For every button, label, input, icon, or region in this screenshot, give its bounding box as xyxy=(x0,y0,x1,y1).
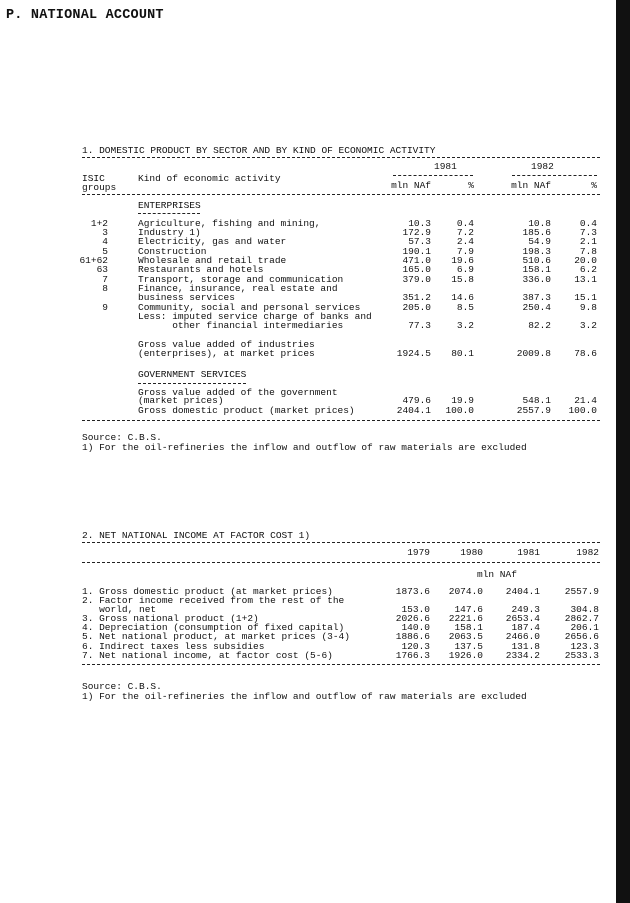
percent-1982: 2.1 xyxy=(579,236,597,247)
table2-value-1980: 2063.5 xyxy=(448,631,483,642)
activity-label: Wholesale and retail trade xyxy=(138,255,287,266)
percent-1982: 13.1 xyxy=(574,274,597,285)
activity-label: Restaurants and hotels xyxy=(138,264,264,275)
activity-label: Transport, storage and communication xyxy=(138,274,344,285)
value-1981: 165.0 xyxy=(402,264,431,275)
value-1981: 205.0 xyxy=(402,302,431,313)
table2-value-1980: 2074.0 xyxy=(448,586,483,597)
percent-1981: 3.2 xyxy=(456,320,474,331)
percent-1981: 2.4 xyxy=(456,236,474,247)
percent-1982: 6.2 xyxy=(579,264,597,275)
value-1981: 379.0 xyxy=(402,274,431,285)
table2-value-1982: 2656.6 xyxy=(564,631,599,642)
table2-row-label: 4. Depreciation (consumption of fixed capital) xyxy=(82,622,345,633)
percent-1982: 100.0 xyxy=(568,405,597,416)
percent-1982: 7.3 xyxy=(579,227,597,238)
percent-1981: 15.8 xyxy=(451,274,474,285)
section-government: GOVERNMENT SERVICES xyxy=(138,369,247,380)
table2-value-1982: 2557.9 xyxy=(564,586,599,597)
activity-label: other financial intermediaries xyxy=(138,320,344,331)
scan-page-edge xyxy=(616,0,630,903)
divider xyxy=(82,542,600,543)
table2-row-label: 2. Factor income received from the rest of the xyxy=(82,595,345,606)
table2-row-label: world, net xyxy=(82,604,157,615)
table2-year: 1982 xyxy=(576,547,599,558)
table2-title: 2. NET NATIONAL INCOME AT FACTOR COST 1) xyxy=(82,530,311,541)
table2-value-1982: 206.1 xyxy=(570,622,599,633)
activity-label: (enterprises), at market prices xyxy=(138,348,315,359)
activity-label: Finance, insurance, real estate and xyxy=(138,283,338,294)
percent-1981: 100.0 xyxy=(445,405,474,416)
divider xyxy=(138,383,246,384)
table2-value-1981: 2466.0 xyxy=(505,631,540,642)
section-enterprises: ENTERPRISES xyxy=(138,200,201,211)
table1-header-groups: groups xyxy=(82,182,117,193)
isic-code: 8 xyxy=(102,283,108,294)
value-1982: 54.9 xyxy=(528,236,551,247)
value-1981: 10.3 xyxy=(408,218,431,229)
activity-label: Agriculture, fishing and mining, xyxy=(138,218,321,229)
percent-1982: 20.0 xyxy=(574,255,597,266)
table2-year: 1979 xyxy=(407,547,430,558)
value-1982: 387.3 xyxy=(522,292,551,303)
table2-value-1981: 2334.2 xyxy=(505,650,540,661)
value-1982: 82.2 xyxy=(528,320,551,331)
percent-1981: 0.4 xyxy=(456,218,474,229)
value-1982: 185.6 xyxy=(522,227,551,238)
table1-header-pct-1982: % xyxy=(591,180,597,191)
table2-value-1981: 2404.1 xyxy=(505,586,540,597)
activity-label: Electricity, gas and water xyxy=(138,236,287,247)
divider xyxy=(82,157,600,158)
table2-value-1979: 140.0 xyxy=(401,622,430,633)
table2-value-1981: 2653.4 xyxy=(505,613,540,624)
table2-value-1981: 249.3 xyxy=(511,604,540,615)
activity-label: Construction xyxy=(138,246,207,257)
percent-1981: 6.9 xyxy=(456,264,474,275)
percent-1982: 78.6 xyxy=(574,348,597,359)
table2-row-label: 1. Gross domestic product (at market prices) xyxy=(82,586,333,597)
activity-label: Gross value added of the government xyxy=(138,387,338,398)
table2-value-1980: 2221.6 xyxy=(448,613,483,624)
table2-unit: mln NAf xyxy=(477,569,517,580)
value-1982: 336.0 xyxy=(522,274,551,285)
divider xyxy=(393,175,473,176)
page-title: P. NATIONAL ACCOUNT xyxy=(6,8,164,23)
isic-code: 4 xyxy=(102,236,108,247)
table1-source: Source: C.B.S. xyxy=(82,432,162,443)
isic-code: 9 xyxy=(102,302,108,313)
table2-row-label: 6. Indirect taxes less subsidies xyxy=(82,641,265,652)
value-1981: 190.1 xyxy=(402,246,431,257)
value-1982: 2557.9 xyxy=(516,405,551,416)
table2-row-label: 7. Net national income, at factor cost (5-6) xyxy=(82,650,333,661)
divider xyxy=(512,175,597,176)
value-1981: 57.3 xyxy=(408,236,431,247)
divider xyxy=(82,194,600,195)
table2-value-1979: 1873.6 xyxy=(395,586,430,597)
percent-1981: 19.6 xyxy=(451,255,474,266)
percent-1982: 9.8 xyxy=(579,302,597,313)
table2-year: 1981 xyxy=(517,547,540,558)
value-1982: 158.1 xyxy=(522,264,551,275)
value-1981: 2404.1 xyxy=(396,405,431,416)
percent-1982: 7.8 xyxy=(579,246,597,257)
activity-label: Gross value added of industries xyxy=(138,339,315,350)
percent-1981: 14.6 xyxy=(451,292,474,303)
table1-header-pct-1981: % xyxy=(468,180,474,191)
table2-value-1982: 304.8 xyxy=(570,604,599,615)
activity-label: Gross domestic product (market prices) xyxy=(138,405,355,416)
table2-value-1982: 2862.7 xyxy=(564,613,599,624)
divider xyxy=(138,213,200,214)
percent-1981: 19.9 xyxy=(451,395,474,406)
percent-1982: 3.2 xyxy=(579,320,597,331)
activity-label: (market prices) xyxy=(138,395,224,406)
value-1982: 510.6 xyxy=(522,255,551,266)
percent-1982: 15.1 xyxy=(574,292,597,303)
isic-code: 1+2 xyxy=(90,218,108,229)
value-1981: 471.0 xyxy=(402,255,431,266)
isic-code: 61+62 xyxy=(79,255,108,266)
percent-1981: 80.1 xyxy=(451,348,474,359)
isic-code: 63 xyxy=(96,264,108,275)
value-1981: 1924.5 xyxy=(396,348,431,359)
value-1981: 172.9 xyxy=(402,227,431,238)
table1-header-isic: ISIC xyxy=(82,173,105,184)
isic-code: 5 xyxy=(102,246,108,257)
percent-1981: 8.5 xyxy=(456,302,474,313)
table2-value-1981: 131.8 xyxy=(511,641,540,652)
value-1982: 2009.8 xyxy=(516,348,551,359)
value-1982: 250.4 xyxy=(522,302,551,313)
table1-header-unit-1981: mln NAf xyxy=(391,180,431,191)
divider xyxy=(82,664,600,665)
percent-1982: 21.4 xyxy=(574,395,597,406)
value-1982: 548.1 xyxy=(522,395,551,406)
table2-value-1982: 2533.3 xyxy=(564,650,599,661)
value-1982: 198.3 xyxy=(522,246,551,257)
table2-value-1979: 1886.6 xyxy=(395,631,430,642)
table1-year-1982: 1982 xyxy=(531,161,554,172)
isic-code: 7 xyxy=(102,274,108,285)
activity-label: business services xyxy=(138,292,235,303)
table2-year: 1980 xyxy=(460,547,483,558)
value-1981: 351.2 xyxy=(402,292,431,303)
activity-label: Less: imputed service charge of banks and xyxy=(138,311,372,322)
table2-value-1980: 137.5 xyxy=(454,641,483,652)
table1-header-unit-1982: mln NAf xyxy=(511,180,551,191)
percent-1981: 7.2 xyxy=(456,227,474,238)
isic-code: 3 xyxy=(102,227,108,238)
table1-title: 1. DOMESTIC PRODUCT BY SECTOR AND BY KIND OF ECONOMIC ACTIVITY xyxy=(82,145,436,156)
table2-value-1980: 158.1 xyxy=(454,622,483,633)
divider xyxy=(82,420,600,421)
table1-year-1981: 1981 xyxy=(434,161,457,172)
table2-value-1980: 147.6 xyxy=(454,604,483,615)
table2-value-1979: 2026.6 xyxy=(395,613,430,624)
percent-1981: 7.9 xyxy=(456,246,474,257)
value-1981: 479.6 xyxy=(402,395,431,406)
table2-footnote: 1) For the oil-refineries the inflow and outflow of raw materials are excluded xyxy=(82,691,527,702)
table1-header-activity: Kind of economic activity xyxy=(138,173,281,184)
table2-value-1982: 123.3 xyxy=(570,641,599,652)
activity-label: Industry 1) xyxy=(138,227,201,238)
divider xyxy=(82,562,600,563)
value-1981: 77.3 xyxy=(408,320,431,331)
table2-source: Source: C.B.S. xyxy=(82,681,162,692)
table2-row-label: 5. Net national product, at market prices (3-4) xyxy=(82,631,350,642)
table2-row-label: 3. Gross national product (1+2) xyxy=(82,613,259,624)
table1-footnote: 1) For the oil-refineries the inflow and outflow of raw materials are excluded xyxy=(82,442,527,453)
value-1982: 10.8 xyxy=(528,218,551,229)
table2-value-1981: 187.4 xyxy=(511,622,540,633)
activity-label: Community, social and personal services xyxy=(138,302,361,313)
table2-value-1979: 153.0 xyxy=(401,604,430,615)
percent-1982: 0.4 xyxy=(579,218,597,229)
table2-value-1979: 1766.3 xyxy=(395,650,430,661)
table2-value-1980: 1926.0 xyxy=(448,650,483,661)
table2-value-1979: 120.3 xyxy=(401,641,430,652)
